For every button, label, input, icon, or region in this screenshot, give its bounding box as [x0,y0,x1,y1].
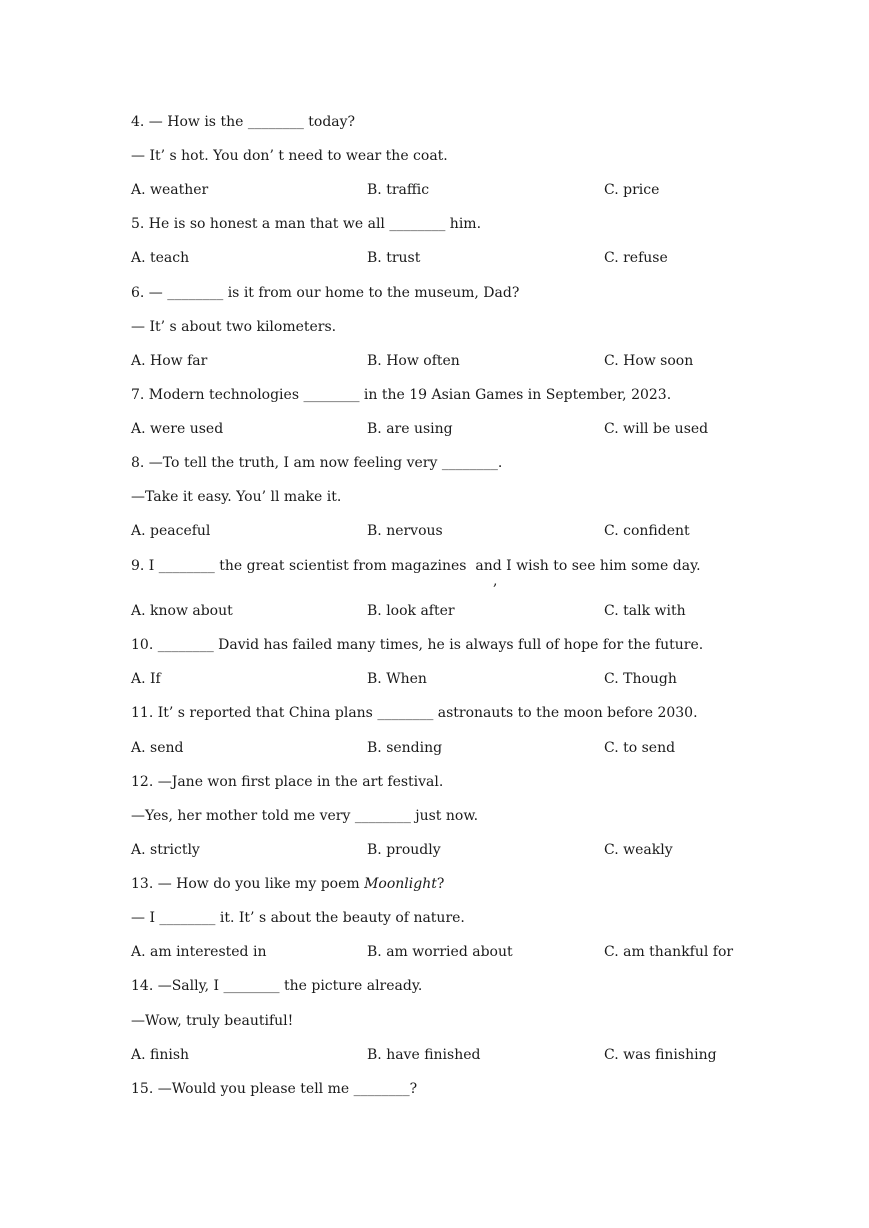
question-8-reply: —Take it easy. You’ ll make it. [131,489,342,505]
question-5-option-c: C. refuse [604,250,668,266]
question-7-option-c: C. will be used [604,421,709,437]
question-4-option-c: C. price [604,182,660,198]
question-5-option-a: A. teach [131,250,190,266]
question-13-option-a: A. am interested in [131,944,267,960]
question-4-stem: 4. — How is the ________ today? [131,114,356,130]
question-12-option-b: B. proudly [367,842,441,858]
question-9-stem: 9. I ________ the great scientist from magazines and I wish to see him some day. [131,558,701,574]
question-5-stem: 5. He is so honest a man that we all ________ him. [131,216,482,232]
question-13-option-b: B. am worried about [367,944,513,960]
question-13-stem [131,875,444,893]
question-10-option-b: B. When [367,671,427,687]
question-9-option-a: A. know about [131,603,233,619]
question-15-stem: 15. —Would you please tell me ________? [131,1081,418,1097]
question-13-stem-text: 13. — How do you like my poem [131,876,365,892]
question-12-option-a: A. strictly [131,842,200,858]
question-8-option-c: C. confident [604,523,690,539]
question-7-option-a: A. were used [131,421,224,437]
question-9-option-c: C. talk with [604,603,686,619]
question-11-stem: 11. It’ s reported that China plans ________ astronauts to the moon before 2030. [131,705,698,721]
question-6-stem: 6. — ________ is it from our home to the museum, Dad? [131,285,520,301]
question-11-option-c: C. to send [604,740,676,756]
question-9-comma: , [493,573,498,589]
question-6-option-b: B. How often [367,353,460,369]
question-8-stem: 8. —To tell the truth, I am now feeling very ________. [131,455,503,471]
question-7-option-b: B. are using [367,421,453,437]
poem-title: Moonlight [364,876,437,892]
question-4-option-a: A. weather [131,182,209,198]
question-14-option-b: B. have finished [367,1047,481,1063]
question-13-stem-end: ? [436,876,445,892]
question-14-option-c: C. was finishing [604,1047,717,1063]
question-10-stem: 10. ________ David has failed many times, he is always full of hope for the future. [131,637,704,653]
question-6-reply: — It’ s about two kilometers. [131,319,337,335]
question-8-option-a: A. peaceful [131,523,211,539]
question-10-option-c: C. Though [604,671,677,687]
question-10-option-a: A. If [131,671,161,687]
question-6-option-a: A. How far [131,353,208,369]
question-9-option-b: B. look after [367,603,455,619]
question-12-option-c: C. weakly [604,842,673,858]
question-7-stem: 7. Modern technologies ________ in the 19 Asian Games in September, 2023. [131,387,672,403]
question-11-option-b: B. sending [367,740,443,756]
question-14-stem: 14. —Sally, I ________ the picture already. [131,978,423,994]
question-6-option-c: C. How soon [604,353,694,369]
question-12-reply: —Yes, her mother told me very ________ just now. [131,808,479,824]
question-8-option-b: B. nervous [367,523,443,539]
question-5-option-b: B. trust [367,250,421,266]
question-4-reply: — It’ s hot. You don’ t need to wear the coat. [131,148,448,164]
question-13-reply: — I ________ it. It’ s about the beauty of nature. [131,910,465,926]
question-13-option-c: C. am thankful for [604,944,734,960]
question-4-option-b: B. traffic [367,182,430,198]
question-12-stem: 12. —Jane won first place in the art festival. [131,774,444,790]
question-14-reply: —Wow, truly beautiful! [131,1013,294,1029]
question-14-option-a: A. finish [131,1047,190,1063]
question-11-option-a: A. send [131,740,184,756]
